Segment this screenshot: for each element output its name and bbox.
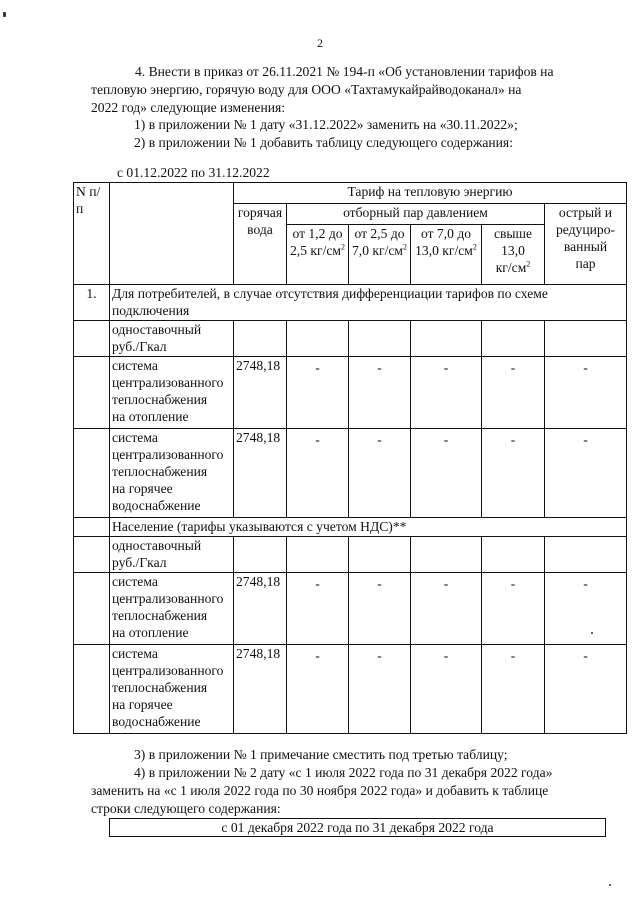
item-3-text: 3) в приложении № 1 примечание сместить под третью таблицу;	[134, 747, 508, 762]
item-2-text: 2) в приложении № 1 добавить таблицу следующего содержания:	[134, 135, 513, 150]
header-sharp-steam: острый и редуциро- ванный пар	[545, 204, 627, 285]
dash-cell: -	[545, 429, 627, 518]
dash-cell: -	[349, 429, 411, 518]
heating-hot-water-value: 2748,18	[234, 357, 287, 429]
header-pressure-2: от 2,5 до 7,0 $кг/см^2$	[349, 225, 411, 285]
item-1-text: 1) в приложении № 1 дату «31.12.2022» заменить на «30.11.2022»;	[134, 117, 518, 132]
dash-cell: -	[482, 429, 545, 518]
period-heading: с 01.12.2022 по 31.12.2022	[117, 165, 270, 180]
heating-label: система централизованного теплоснабжения на отопление	[110, 573, 234, 645]
heating-row	[74, 357, 627, 429]
section-2-title: Население (тарифы указываются с учетом НДС)**	[110, 518, 627, 537]
header-steam: отборный пар давлением	[287, 204, 545, 225]
item-4-line-3: строки следующего содержания:	[91, 801, 281, 816]
scan-mark	[609, 884, 611, 886]
header-hot-water: горячая вода	[234, 204, 287, 285]
scan-mark	[591, 632, 593, 634]
dash-cell: -	[545, 357, 627, 429]
page-number: 2	[317, 36, 323, 50]
dash-cell: -	[287, 645, 349, 734]
header-pressure-3: от 7,0 до 13,0 $кг/см^2$	[411, 225, 482, 285]
hot-water-supply-label: система централизованного теплоснабжения на горячее водоснабжение	[110, 645, 234, 734]
item-4-line-1: 4) в приложении № 2 дату «с 1 июля 2022 года по 31 декабря 2022 года»	[134, 765, 553, 780]
section-1-number: 1.	[74, 285, 110, 321]
dash-cell: -	[411, 645, 482, 734]
scan-mark	[3, 12, 6, 17]
heating-row-2	[74, 573, 627, 645]
heating-hot-water-value: 2748,18	[234, 573, 287, 645]
hot-water-supply-label: система централизованного теплоснабжения на горячее водоснабжение	[110, 429, 234, 518]
paragraph-4-line-3: 2022 год» следующие изменения:	[91, 100, 286, 115]
heating-label: система централизованного теплоснабжения на отопление	[110, 357, 234, 429]
dash-cell: -	[349, 573, 411, 645]
header-pressure-1: от 1,2 до 2,5 $кг/см^2$	[287, 225, 349, 285]
section-2-row	[74, 518, 627, 537]
rate-row	[74, 321, 627, 357]
dash-cell: -	[287, 573, 349, 645]
hot-water-supply-row-2	[74, 645, 627, 734]
dash-cell: -	[287, 429, 349, 518]
dash-cell: -	[349, 357, 411, 429]
dash-cell: -	[287, 357, 349, 429]
dash-cell: -	[482, 357, 545, 429]
dash-cell: -	[545, 645, 627, 734]
hot-water-supply-value: 2748,18	[234, 429, 287, 518]
rate-label: одноставочный руб./Гкал	[110, 321, 234, 357]
dash-cell: -	[411, 573, 482, 645]
dash-cell: -	[349, 645, 411, 734]
paragraph-4-line-1: 4. Внести в приказ от 26.11.2021 № 194-п «Об установлении тарифов на	[135, 64, 554, 79]
hot-water-supply-row	[74, 429, 627, 518]
header-pressure-4: свыше 13,0 $кг/см^2$	[482, 225, 545, 285]
header-tariff: Тариф на тепловую энергию	[234, 183, 627, 204]
header-row-1	[74, 183, 627, 204]
section-1-row	[74, 285, 627, 321]
section-1-title: Для потребителей, в случае отсутствия дифференциации тарифов по схеме подключения	[110, 285, 627, 321]
period-box: с 01 декабря 2022 года по 31 декабря 2022 года	[109, 818, 606, 837]
paragraph-4-line-2: тепловую энергию, горячую воду для ООО «Тахтамукайрайводоканал» на	[91, 82, 522, 97]
header-blank	[110, 183, 234, 285]
dash-cell: -	[545, 573, 627, 645]
tariff-table	[73, 182, 627, 734]
dash-cell: -	[482, 573, 545, 645]
rate-label: одноставочный руб./Гкал	[110, 537, 234, 573]
dash-cell: -	[411, 357, 482, 429]
hot-water-supply-value: 2748,18	[234, 645, 287, 734]
header-num: N п/п	[74, 183, 110, 285]
dash-cell: -	[411, 429, 482, 518]
dash-cell: -	[482, 645, 545, 734]
item-4-line-2: заменить на «с 1 июля 2022 года по 30 ноября 2022 года» и добавить к таблице	[91, 783, 549, 798]
rate-row-2	[74, 537, 627, 573]
